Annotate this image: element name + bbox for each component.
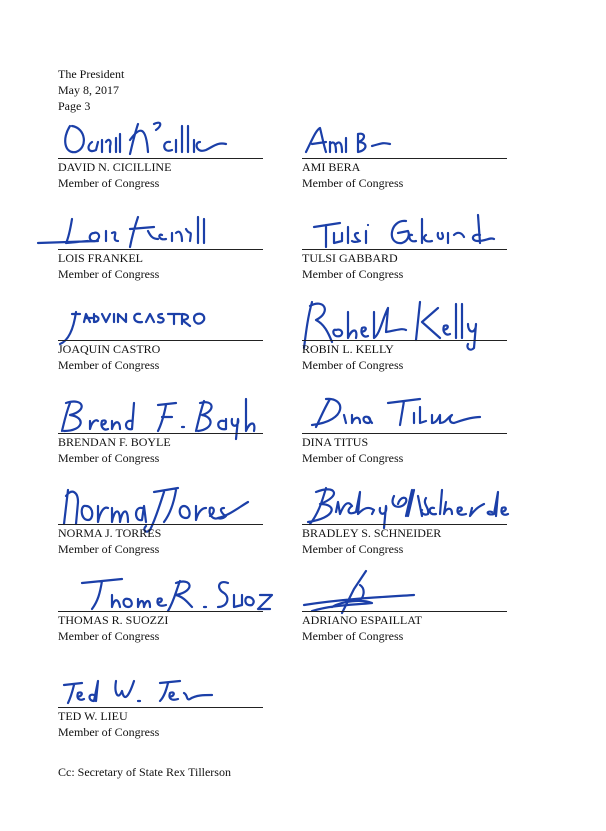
signature-block bbox=[58, 665, 263, 739]
page-number: Page 3 bbox=[58, 99, 91, 113]
signatory-name: LOIS FRANKEL bbox=[58, 251, 144, 265]
signatory-title: Member of Congress bbox=[58, 629, 160, 643]
signature-block bbox=[58, 482, 263, 556]
signatory-name: THOMAS R. SUOZZI bbox=[58, 613, 169, 627]
signatory-title: Member of Congress bbox=[58, 358, 160, 372]
signatory-name: BRENDAN F. BOYLE bbox=[58, 435, 171, 449]
signature-line bbox=[58, 611, 263, 612]
signature-block bbox=[58, 391, 263, 465]
signature-line bbox=[302, 524, 507, 525]
signature-block bbox=[302, 569, 507, 643]
signature-block bbox=[58, 207, 263, 281]
signatory-name: BRADLEY S. SCHNEIDER bbox=[302, 526, 442, 540]
signature-line bbox=[58, 158, 263, 159]
cc-line: Cc: Secretary of State Rex Tillerson bbox=[58, 765, 231, 779]
signature-line bbox=[302, 340, 507, 341]
signatory-name: ROBIN L. KELLY bbox=[302, 342, 394, 356]
signatory-name: DINA TITUS bbox=[302, 435, 369, 449]
signatory-title: Member of Congress bbox=[302, 176, 404, 190]
signatory-title: Member of Congress bbox=[302, 629, 404, 643]
signature-line bbox=[58, 707, 263, 708]
signatory-title: Member of Congress bbox=[302, 267, 404, 281]
signatory-name: TULSI GABBARD bbox=[302, 251, 398, 265]
signature-line bbox=[58, 433, 263, 434]
signatory-title: Member of Congress bbox=[302, 542, 404, 556]
signature-line bbox=[58, 340, 263, 341]
signature-line bbox=[302, 433, 507, 434]
signatory-title: Member of Congress bbox=[58, 451, 160, 465]
signatory-title: Member of Congress bbox=[58, 176, 160, 190]
signatory-name: TED W. LIEU bbox=[58, 709, 128, 723]
signature-block bbox=[302, 298, 507, 372]
signature-line bbox=[302, 158, 507, 159]
signature-line bbox=[302, 249, 507, 250]
date-line: May 8, 2017 bbox=[58, 83, 119, 97]
signature-block bbox=[58, 569, 263, 643]
signature-line bbox=[58, 524, 263, 525]
signature-block bbox=[302, 116, 507, 190]
signatory-name: JOAQUIN CASTRO bbox=[58, 342, 161, 356]
signatory-name: NORMA J. TORRES bbox=[58, 526, 162, 540]
signature-block bbox=[302, 391, 507, 465]
signature-block bbox=[302, 482, 507, 556]
signature-line bbox=[58, 249, 263, 250]
signatory-name: AMI BERA bbox=[302, 160, 361, 174]
signatory-title: Member of Congress bbox=[58, 725, 160, 739]
signatory-title: Member of Congress bbox=[58, 542, 160, 556]
signature-block bbox=[302, 207, 507, 281]
signatory-name: ADRIANO ESPAILLAT bbox=[302, 613, 422, 627]
signatory-title: Member of Congress bbox=[302, 451, 404, 465]
signature-line bbox=[302, 611, 507, 612]
signatory-title: Member of Congress bbox=[302, 358, 404, 372]
signatory-title: Member of Congress bbox=[58, 267, 160, 281]
signature-block bbox=[58, 116, 263, 190]
letter-header bbox=[58, 66, 124, 114]
signatory-name: DAVID N. CICILLINE bbox=[58, 160, 172, 174]
recipient-line: The President bbox=[58, 67, 125, 81]
signature-block bbox=[58, 298, 263, 372]
